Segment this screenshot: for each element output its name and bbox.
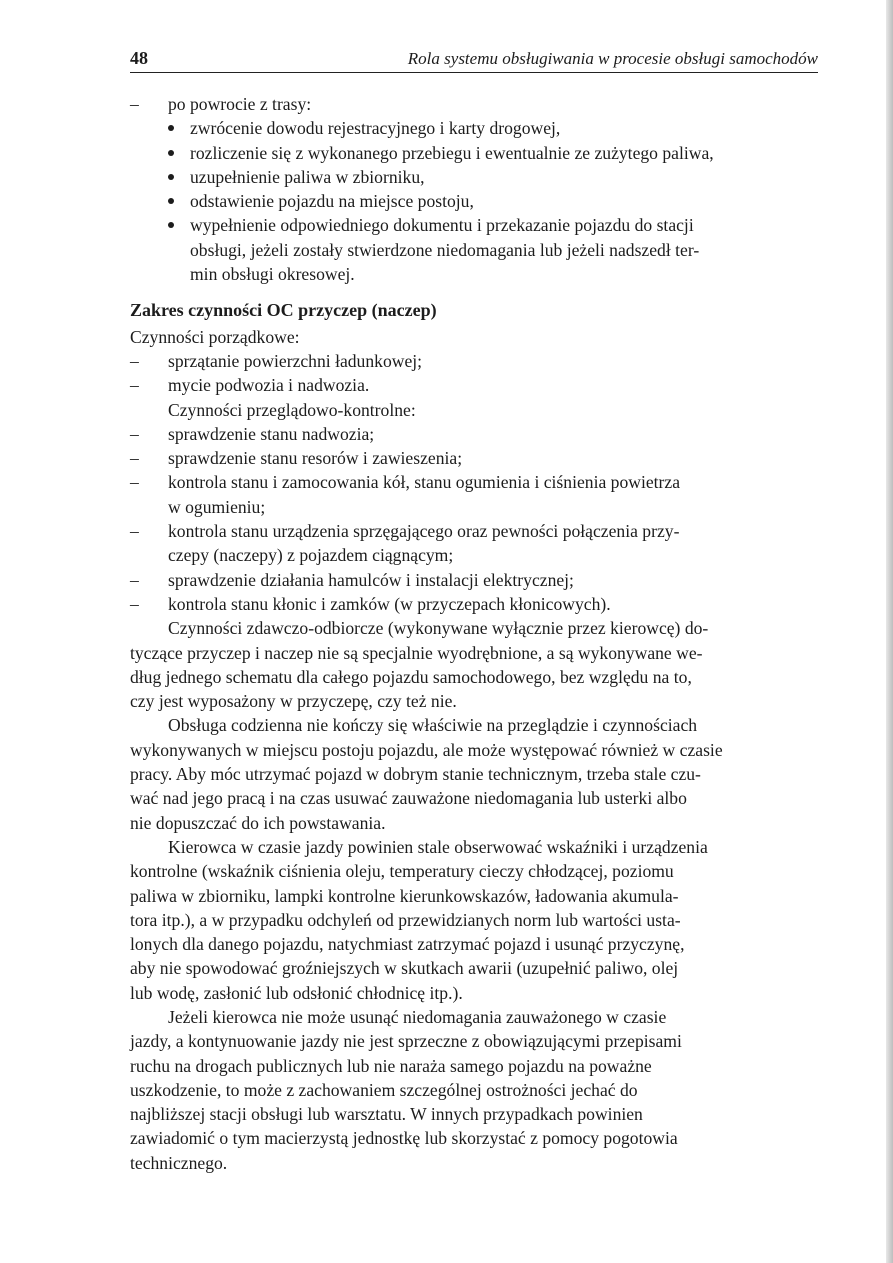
bullet-item: [130, 116, 820, 140]
list-item: [130, 519, 820, 543]
dash-marker: –: [130, 472, 139, 493]
page-header: [130, 46, 818, 73]
list-item: [130, 592, 820, 616]
paragraph-line: aby nie spowodować groźniejszych w skutkach awarii (uzupełnić paliwo, olej: [130, 958, 679, 979]
dash-marker: –: [130, 375, 139, 396]
list-item-text: sprawdzenie stanu resorów i zawieszenia;: [168, 448, 463, 469]
bullet-item-text: wypełnienie odpowiedniego dokumentu i przekazanie pojazdu do stacji: [190, 215, 694, 236]
list-item-text: kontrola stanu i zamocowania kół, stanu ogumienia i ciśnienia powietrza: [168, 472, 681, 493]
paragraph-line: Kierowca w czasie jazdy powinien stale obserwować wskaźniki i urządzenia: [168, 836, 708, 857]
paragraph-line: pracy. Aby móc utrzymać pojazd w dobrym stanie technicznym, trzeba stale czu-: [130, 764, 701, 785]
dash-marker: –: [130, 350, 139, 371]
list-item: [130, 568, 820, 592]
bullet-item-text: zwrócenie dowodu rejestracyjnego i karty drogowej,: [190, 118, 561, 139]
list-item-text: kontrola stanu kłonic i zamków (w przyczepach kłonicowych).: [168, 593, 611, 614]
list-item-text: sprawdzenie stanu nadwozia;: [168, 423, 375, 444]
list-item: [130, 446, 820, 470]
bullet-item-text: odstawienie pojazdu na miejsce postoju,: [190, 191, 474, 212]
subheading: Czynności porządkowe:: [130, 326, 300, 347]
bullet-icon: [168, 222, 174, 228]
bullet-icon: [168, 174, 174, 180]
list-item-text: sprzątanie powierzchni ładunkowej;: [168, 350, 423, 371]
paragraph-line: technicznego.: [130, 1152, 228, 1173]
paragraph-line: ruchu na drogach publicznych lub nie naraża samego pojazdu na poważne: [130, 1055, 652, 1076]
scan-edge: [886, 0, 893, 1263]
list-item-text: mycie podwozia i nadwozia.: [168, 375, 370, 396]
list-item-text: kontrola stanu urządzenia sprzęgającego oraz pewności połączenia przy-: [168, 521, 680, 542]
paragraph-line: tyczące przyczep i naczep nie są specjalnie wyodrębnione, a są wykonywane we-: [130, 642, 703, 663]
list-item: [130, 422, 820, 446]
list-item: [130, 470, 820, 494]
paragraph-line: jazdy, a kontynuowanie jazdy nie jest sprzeczne z obowiązującymi przepisami: [130, 1031, 682, 1052]
paragraph-line: kontrolne (wskaźnik ciśnienia oleju, temperatury cieczy chłodzącej, poziomu: [130, 861, 674, 882]
paragraph-line: Obsługa codzienna nie kończy się właściwie na przeglądzie i czynnościach: [168, 715, 698, 736]
bullet-item: [130, 165, 820, 189]
paragraph-line: zawiadomić o tym macierzystą jednostkę lub skorzystać z pomocy pogotowia: [130, 1128, 678, 1149]
dash-marker: –: [130, 521, 139, 542]
paragraph-line: uszkodzenie, to może z zachowaniem szczególnej ostrożności jechać do: [130, 1079, 638, 1100]
bullet-item: [130, 141, 820, 165]
bullet-item: [130, 213, 820, 237]
bullet-icon: [168, 198, 174, 204]
list-item-text: sprawdzenie działania hamulców i instalacji elektrycznej;: [168, 569, 574, 590]
paragraph-line: najbliższej stacji obsługi lub warsztatu. W innych przypadkach powinien: [130, 1104, 643, 1125]
list-item: [130, 92, 820, 116]
page-body: [130, 92, 820, 1175]
list-item-continuation: czepy (naczepy) z pojazdem ciągnącym;: [168, 545, 454, 566]
running-title: Rola systemu obsługiwania w procesie obsługi samochodów: [407, 49, 818, 68]
paragraph-line: Jeżeli kierowca nie może usunąć niedomagania zauważonego w czasie: [168, 1006, 667, 1027]
paragraph-line: wać nad jego pracą i na czas usuwać zauważone niedomagania lub usterki albo: [130, 788, 687, 809]
bullet-item-continuation: obsługi, jeżeli zostały stwierdzone niedomagania lub jeżeli nadszedł ter-: [190, 239, 700, 260]
list-item-continuation: w ogumieniu;: [168, 496, 266, 517]
bullet-item-continuation: min obsługi okresowej.: [190, 264, 355, 285]
bullet-item-text: rozliczenie się z wykonanego przebiegu i ewentualnie ze zużytego paliwa,: [190, 142, 714, 163]
section-heading: Zakres czynności OC przyczep (naczep): [130, 300, 437, 321]
dash-marker: –: [130, 94, 139, 114]
paragraph-line: czy jest wyposażony w przyczepę, czy też nie.: [130, 691, 457, 712]
list-item: [130, 349, 820, 373]
bullet-item-text: uzupełnienie paliwa w zbiorniku,: [190, 166, 425, 187]
paragraph-line: lonych dla danego pojazdu, natychmiast zatrzymać pojazd i usunąć przyczynę,: [130, 934, 685, 955]
dash-marker: –: [130, 448, 139, 469]
paragraph-line: lub wodę, zasłonić lub odsłonić chłodnicę itp.).: [130, 982, 463, 1003]
paragraph-line: dług jednego schematu dla całego pojazdu samochodowego, bez względu na to,: [130, 666, 692, 687]
dash-marker: –: [130, 423, 139, 444]
bullet-icon: [168, 150, 174, 156]
list-item: [130, 373, 820, 397]
dash-marker: –: [130, 569, 139, 590]
paragraph-line: tora itp.), a w przypadku odchyleń od przewidzianych norm lub wartości usta-: [130, 909, 681, 930]
bullet-item: [130, 189, 820, 213]
paragraph-line: paliwa w zbiorniku, lampki kontrolne kierunkowskazów, ładowania akumula-: [130, 885, 679, 906]
subheading: Czynności przeglądowo-kontrolne:: [168, 399, 416, 420]
list-item-text: po powrocie z trasy:: [168, 94, 312, 114]
paragraph-line: nie dopuszczać do ich powstawania.: [130, 812, 386, 833]
bullet-icon: [168, 125, 174, 131]
paragraph-line: Czynności zdawczo-odbiorcze (wykonywane wyłącznie przez kierowcę) do-: [168, 618, 709, 639]
paragraph-line: wykonywanych w miejscu postoju pojazdu, ale może występować również w czasie: [130, 739, 723, 760]
dash-marker: –: [130, 593, 139, 614]
page-number: 48: [130, 48, 148, 68]
